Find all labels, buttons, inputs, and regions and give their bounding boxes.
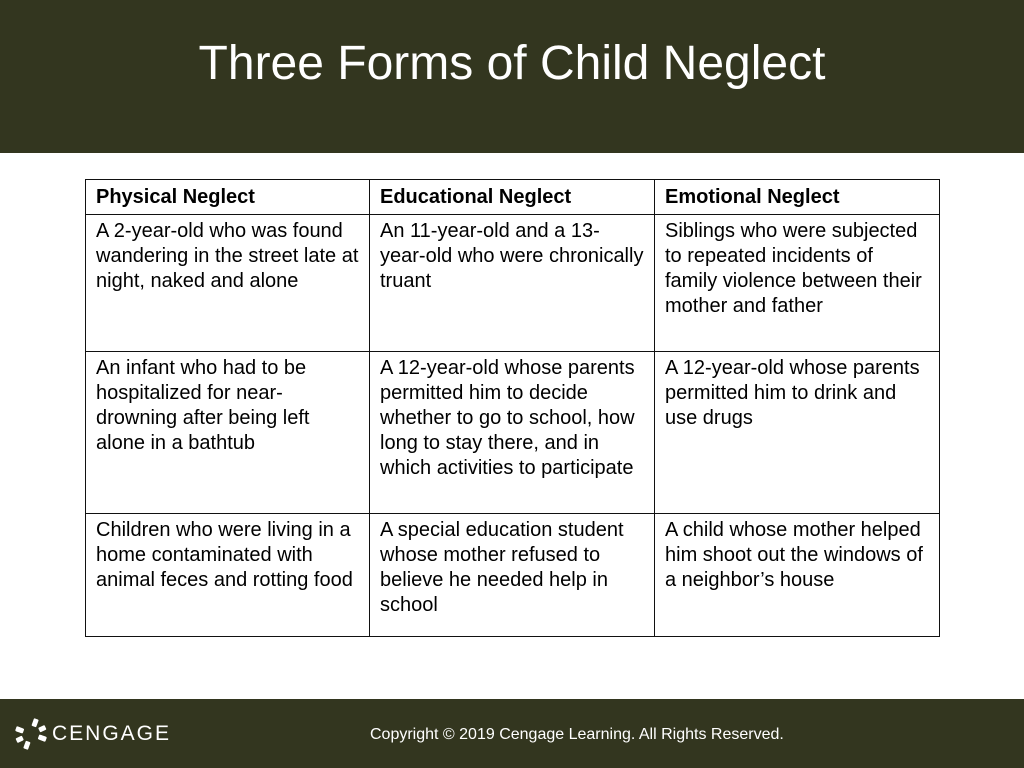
table-cell: A 2-year-old who was found wandering in the street late at night, naked and alone: [86, 215, 370, 352]
header-emotional-neglect: Emotional Neglect: [655, 180, 940, 215]
table-cell: A special education student whose mother refused to believe he needed help in school: [370, 514, 655, 637]
table-row: [86, 514, 940, 637]
cengage-logo-icon: [14, 717, 48, 751]
cengage-logo: [14, 716, 171, 752]
table-row: [86, 352, 940, 514]
table-cell: An 11-year-old and a 13-year-old who were chronically truant: [370, 215, 655, 352]
footer-bar: [0, 699, 1024, 768]
table-cell: A 12-year-old whose parents permitted him to decide whether to go to school, how long to stay there, and in which activities to participate: [370, 352, 655, 514]
copyright-text: Copyright © 2019 Cengage Learning. All Rights Reserved.: [370, 726, 784, 743]
table-cell: Children who were living in a home contaminated with animal feces and rotting food: [86, 514, 370, 637]
table-cell: Siblings who were subjected to repeated incidents of family violence between their mother and father: [655, 215, 940, 352]
cengage-logo-text: CENGAGE: [52, 722, 172, 745]
table-cell: A 12-year-old whose parents permitted him to drink and use drugs: [655, 352, 940, 514]
header-physical-neglect: Physical Neglect: [86, 180, 370, 215]
neglect-table: [85, 179, 940, 637]
table-header-row: [86, 180, 940, 215]
neglect-table-container: [85, 179, 939, 637]
header-educational-neglect: Educational Neglect: [370, 180, 655, 215]
table-cell: A child whose mother helped him shoot out the windows of a neighbor’s house: [655, 514, 940, 637]
table-cell: An infant who had to be hospitalized for near-drowning after being left alone in a bathtub: [86, 352, 370, 514]
slide-title: Three Forms of Child Neglect: [198, 37, 826, 90]
title-bar: [0, 0, 1024, 153]
table-row: [86, 215, 940, 352]
